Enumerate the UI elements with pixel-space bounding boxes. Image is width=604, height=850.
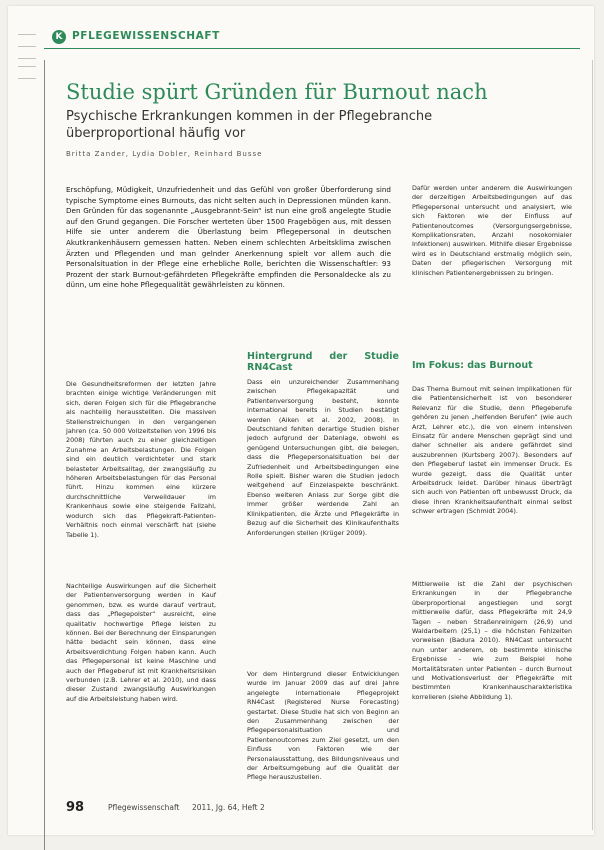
- body-column-2: Dass ein unzureichender Zusammenhang zwischen Pflegekapazität und Patientenversorgung besteht, konnte international bereits in Studien bestätigt werden (Aiken et al. 2002, 2008). In Deutschland fehlten derartige Studien bisher jedoch aufgrund der Datenlage, obwohl es genügend Untersuchungen gibt, die belegen, dass die Pflegepersonalsituation bei der Zufriedenheit und Arbeitsbedingungen eine Rolle spielt. Bisher waren die Studien jedoch weitgehend auf Einzelaspekte beschränkt. Ebenso weiteren Anlass zur Sorge gibt die immer größer werdende Zahl an Klinikpatienten, die Ärzte und Pflegekräfte in Bezug auf die Sicherheit des Klinikaufenthalts Anforderungen stellen (Krüger 2009).: [247, 378, 399, 537]
- journal-volume: 2011, Jg. 64, Heft 2: [192, 803, 265, 812]
- body-column-3: Dafür werden unter anderem die Auswirkungen der derzeitigen Arbeitsbedingungen auf das Pflegepersonal untersucht und analysiert, wie sich Faktoren wie der Einfluss auf Patientenoutcomes (Versorgungsergebnisse, Komplikationsraten, Anzahl nosokomialer Infektionen) auswirken. Mithilfe dieser Ergebnisse wird es in Deutschland erstmalig möglich sein, Daten der pflegerischen Versorgung mit klinischen Patientenergebnissen zu bringen.: [412, 184, 572, 277]
- body-column-3c: Mittlerweile ist die Zahl der psychischen Erkrankungen in der Pflegebranche überproportional angestiegen und sorgt mittlerweile dafür, dass Pflegekräfte mit 24,9 Tagen – neben Straßenreinigern (26,9) und Waldarbeitern (25,1) – die höchsten Fehlzeiten vorweisen (Badura 2010). RN4Cast untersucht nun unter anderem, ob bestimmte klinische Ergebnisse – wie zum Beispiel hohe Mortalitätsraten unter Patienten – durch Burnout und Motivationsverlust der Pflegekräfte mit bestimmten Krankenhauscharakteristika korrelieren (siehe Abbildung 1).: [412, 580, 572, 701]
- journal-name: Pflegewissenschaft: [108, 803, 180, 812]
- page-number: 98: [66, 800, 85, 815]
- section-label: PFLEGEWISSENSCHAFT: [72, 30, 220, 42]
- body-column-1: Die Gesundheitsreformen der letzten Jahre brachten einige wichtige Veränderungen mit sich, deren Folgen sich für die Pflegebranche als nachteilig herausstellten. Die massiven Stellenstreichungen in den vergangenen Jahren (ca. 50 000 Vollzeitstellen von 1996 bis 2008) führten auch zu einer gleichzeitigen Zunahme an Arbeitsbelastungen. Die Folgen sind ein deutlich verdichteter und stark belasteter Arbeitsalltag, der zwangsläufig zu höheren Arbeitsbelastungen für das Personal führt. Hinzu kommen eine kürzere durchschnittliche Verweildauer im Krankenhaus sowie eine steigende Fallzahl, wodurch sich das Pflegekraft-Patienten-Verhältnis noch einmal verschärft hat (siehe Tabelle 1).: [66, 380, 216, 539]
- body-column-2b: Vor dem Hintergrund dieser Entwicklungen wurde im Januar 2009 das auf drei Jahre angelegte internationale Pflegeprojekt RN4Cast (Registered Nurse Forecasting) gestartet. Diese Studie hat sich von Beginn an den Zusammenhang zwischen der Pflegepersonalsituation und Patientenoutcomes zum Ziel gesetzt, um den Einfluss von Faktoren wie der Personalausstattung, des Bildungsniveaus und der Arbeitsumgebung auf die Qualität der Pflege herauszustellen.: [247, 670, 399, 782]
- binding-margin: [8, 0, 36, 841]
- left-column-rule: [44, 60, 45, 850]
- section-badge-icon: K: [52, 30, 66, 44]
- subhead-hintergrund: Hintergrund der Studie RN4Cast: [247, 351, 399, 373]
- body-column-1b: Nachteilige Auswirkungen auf die Sicherheit der Patientenversorgung werden in Kauf genommen, bzw. es wurde darauf vertraut, dass das „Pflegepolster“ ausreicht, eine qualitativ hochwertige Pflege leisten zu können. Bei der Berechnung der Einsparungen hätte bedacht sein können, dass eine Arbeitsverdichtung Folgen haben kann. Auch das Pflegepersonal ist keine Maschine und auch der Pflegeberuf ist mit Krankheitsrisiken verbunden (z.B. Lehrer et al. 2010), und dass dieser Zustand zwangsläufig Auswirkungen auf die Arbeitsleistung haben wird.: [66, 582, 216, 703]
- right-edge-rule: [592, 60, 593, 830]
- page-footer: [66, 800, 586, 820]
- body-column-3b: Das Thema Burnout mit seinen Implikationen für die Patientensicherheit ist von besonderer Relevanz für die Studie, denn Pflegeberufe gehören zu jenen „helfenden Berufen“ (wie auch Arzt, Lehrer etc.), die von einem intensiven Einsatz für andere Menschen geprägt sind und daher schneller als andere gefährdet sind auszubrennen (Kurtsberg 2007). Besonders auf den Pflegeberuf lastet ein immenser Druck. Es wurde gezeigt, dass die Qualität unter Arbeitsdruck leidet. Darüber hinaus überträgt sich auch von Patienten oft unbewusst Druck, da diese ihren Krankheitsaufenthalt einmal selbst schwer ertragen (Schmidt 2004).: [412, 385, 572, 516]
- article-authors: Britta Zander, Lydia Dobler, Reinhard Busse: [66, 150, 263, 158]
- subhead-fokus: Im Fokus: das Burnout: [412, 360, 533, 371]
- article-title: Studie spürt Gründen für Burnout nach: [66, 80, 488, 104]
- article-subtitle: Psychische Erkrankungen kommen in der Pflegebranche überproportional häufig vor: [66, 109, 433, 141]
- lead-paragraph: Erschöpfung, Müdigkeit, Unzufriedenheit und das Gefühl von großer Überforderung sind typische Symptome eines Burnouts, das nicht selten auch in Depressionen münden kann. Den Gründen für das sogenannte „Ausgebrannt-Sein“ ist nun eine groß angelegte Studie auf den Grund gegangen. Die Forscher werteten über 1500 Fragebögen aus, mit dessen Hilfe sie unter anderem die Überlastung beim Pflegepersonal in deutschen Akutkrankenhäusern gemessen hatten. Neben einem schlechten Arbeitsklima zwischen Ärzten und Pflegenden und man gelnder Anerkennung spielt vor allem auch die Personalsituation in der Pflege eine erhebliche Rolle, berichten die Wissenschaftler: 93 Prozent der stark Burnout-gefährdeten Pflegekräfte empfinden die Personaldecke als zu dünn, um eine hohe Pflegequalität gewährleisten zu können.: [66, 185, 391, 290]
